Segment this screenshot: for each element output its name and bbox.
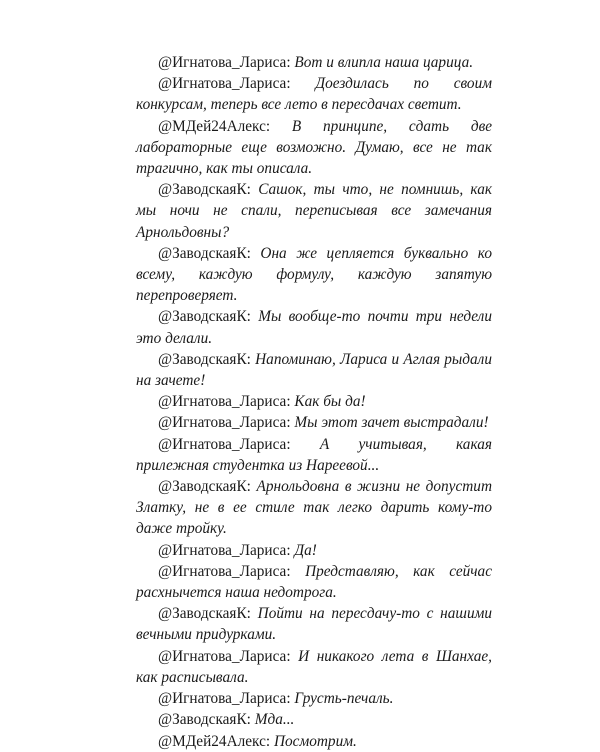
message-text: И никакого лета в Шанхае, как расписывала. [136, 647, 492, 686]
message-author: @ЗаводскаяК: [158, 181, 251, 199]
message-text: Как бы да! [294, 393, 366, 411]
message-text: Грусть-печаль. [294, 690, 394, 708]
message-author: @МДей24Алекс: [158, 732, 271, 750]
message-text: Сашок, ты что, не помнишь, как мы ночи не спали, переписывая все замечания Арнольдовны? [136, 181, 493, 241]
chat-message [136, 412, 492, 433]
message-text: Представляю, как сейчас расхнычется наша недотрога. [136, 562, 492, 602]
message-author: @ЗаводскаяК: [158, 308, 251, 326]
message-author: @Игнатова_Лариса: [158, 75, 291, 93]
chat-transcript [136, 52, 492, 752]
chat-message [136, 603, 492, 645]
message-author: @Игнатова_Лариса: [158, 54, 291, 71]
message-text: Пойти на пересдачу-то с нашими вечными придурками. [136, 605, 492, 644]
message-author: @Игнатова_Лариса: [158, 647, 291, 665]
message-author: @ЗаводскаяК: [158, 605, 251, 623]
message-author: @ЗаводскаяК: [158, 478, 251, 496]
message-author: @Игнатова_Лариса: [158, 435, 291, 453]
message-author: @Игнатова_Лариса: [158, 414, 291, 432]
message-text: Она же цепляется буквально ко всему, каждую формулу, каждую запятую перепроверяет. [136, 244, 492, 305]
chat-message [136, 116, 492, 180]
chat-message [136, 73, 492, 115]
message-author: @МДей24Алекс: [158, 117, 271, 135]
chat-message [136, 688, 492, 709]
message-text: Мда... [254, 711, 295, 729]
message-author: @Игнатова_Лариса: [158, 393, 291, 411]
message-author: @ЗаводскаяК: [158, 711, 251, 729]
chat-message [136, 646, 492, 688]
chat-message [136, 52, 492, 73]
chat-message [136, 476, 492, 540]
chat-message [136, 540, 492, 561]
message-author: @Игнатова_Лариса: [158, 690, 291, 708]
message-author: @ЗаводскаяК: [158, 244, 251, 262]
chat-message [136, 731, 492, 752]
message-text: В принципе, сдать две лабораторные еще возможно. Думаю, все не так трагично, как ты описала. [136, 117, 492, 178]
chat-message [136, 243, 492, 307]
message-author: @Игнатова_Лариса: [158, 541, 291, 559]
chat-message [136, 391, 492, 412]
chat-message [136, 561, 492, 603]
message-text: Посмотрим. [273, 732, 357, 750]
message-text: Мы вообще-то почти три недели это делали. [136, 308, 492, 347]
message-text: Арнольдовна в жизни не допустит Златку, не в ее стиле так легко дарить кому-то даже тройку. [136, 478, 492, 538]
chat-message [136, 349, 492, 391]
chat-message [136, 709, 492, 730]
chat-message [136, 434, 492, 476]
chat-message [136, 306, 492, 348]
message-author: @ЗаводскаяК: [158, 350, 251, 368]
message-text: Напоминаю, Лариса и Аглая рыдали на зачете! [136, 350, 492, 390]
message-text: Доездилась по своим конкурсам, теперь все лето в пересдачах светит. [136, 75, 492, 114]
message-text: Да! [294, 541, 317, 559]
message-text: Вот и влипла наша царица. [294, 54, 474, 71]
message-author: @Игнатова_Лариса: [158, 562, 291, 580]
message-text: Мы этот зачет выстрадали! [294, 414, 489, 432]
chat-message [136, 179, 492, 243]
message-text: А учитывая, какая прилежная студентка из Нареевой... [136, 435, 492, 474]
